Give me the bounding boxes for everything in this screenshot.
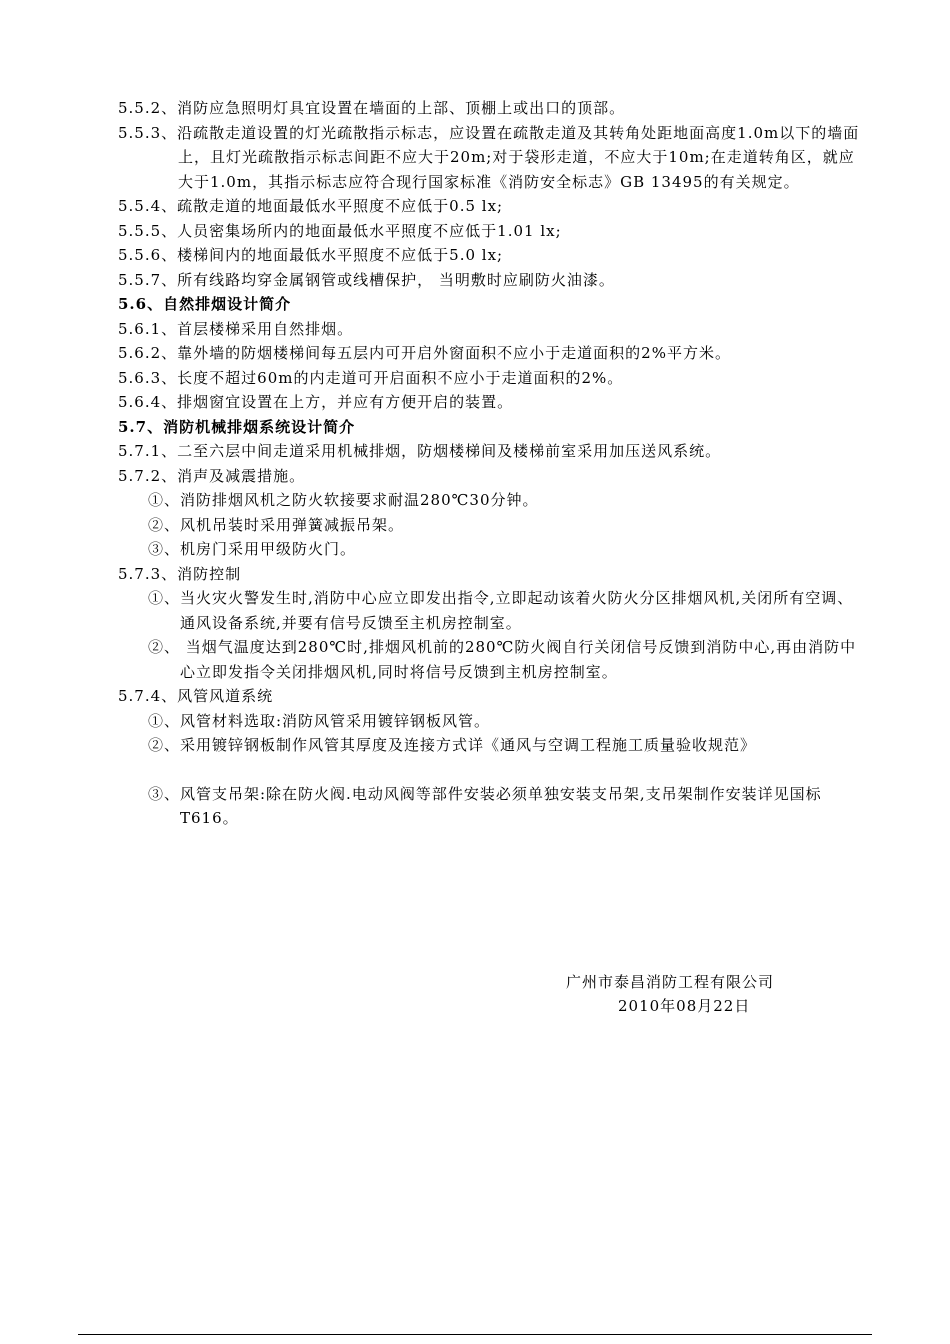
clause-5-5-7: 5.5.7、所有线路均穿金属钢管或线槽保护， 当明敷时应刷防火油漆。 [118,270,615,289]
clause-5-6-2: 5.6.2、靠外墙的防烟楼梯间每五层内可开启外窗面积不应小于走道面积的2%平方米。 [118,344,731,362]
clause-5-7-2-sub-1: ①、消防排烟风机之防火软接要求耐温280℃30分钟。 [148,491,539,509]
clause-5-7-4-sub-3: ③、风管支吊架:除在防火阀.电动风阀等部件安装必须单独安装支吊架,支吊架制作安装详见国标T616。 [148,784,822,827]
clause-5-7-2: 5.7.2、消声及减震措施。 [118,466,306,485]
clause-5-6-4: 5.6.4、排烟窗宜设置在上方，并应有方便开启的装置。 [118,393,514,411]
clause-5-5-2: 5.5.2、消防应急照明灯具宜设置在墙面的上部、顶棚上或出口的顶部。 [118,99,626,117]
clause-5-6-1: 5.6.1、首层楼梯采用自然排烟。 [118,319,354,338]
section-5-7-title: 5.7、消防机械排烟系统设计简介 [118,417,356,436]
document-body [118,96,868,831]
clause-5-5-3: 5.5.3、沿疏散走道设置的灯光疏散指示标志，应设置在疏散走道及其转角处距地面高度1.0m以下的墙面上，且灯光疏散指示标志间距不应大于20m;对于袋形走道，不应大于10m;在走道转角区，就应大于1.0m，其指示标志应符合现行国家标准《消防安全标志》GB 13495的有关规定。 [118,123,860,191]
clause-5-5-6: 5.5.6、楼梯间内的地面最低水平照度不应低于5.0 lx; [118,246,504,264]
clause-5-7-1: 5.7.1、二至六层中间走道采用机械排烟，防烟楼梯间及楼梯前室采用加压送风系统。 [118,442,722,460]
clause-5-5-4: 5.5.4、疏散走道的地面最低水平照度不应低于0.5 lx; [118,197,504,215]
footer-divider [78,1334,872,1335]
clause-5-7-4-sub-1: ①、风管材料选取:消防风管采用镀锌钢板风管。 [148,711,491,730]
clause-5-5-5: 5.5.5、人员密集场所内的地面最低水平照度不应低于1.01 lx; [118,221,562,240]
clause-5-7-4-sub-2: ②、采用镀锌钢板制作风管其厚度及连接方式详《通风与空调工程施工质量验收规范》 [148,736,757,754]
clause-5-7-3-sub-1: ①、当火灾火警发生时,消防中心应立即发出指令,立即起动该着火防火分区排烟风机,关闭所有空调、通风设备系统,并要有信号反馈至主机房控制室。 [148,589,854,632]
spacer [118,758,868,782]
clause-5-7-2-sub-2: ②、风机吊装时采用弹簧减振吊架。 [148,515,405,534]
clause-5-7-3: 5.7.3、消防控制 [118,564,242,583]
signature-block [566,970,826,1018]
clause-5-7-4: 5.7.4、风管风道系统 [118,687,274,705]
section-5-6-title: 5.6、自然排烟设计简介 [118,295,292,313]
clause-5-6-3: 5.6.3、长度不超过60m的内走道可开启面积不应小于走道面积的2%。 [118,368,624,387]
company-name: 广州市泰昌消防工程有限公司 [566,973,775,991]
clause-5-7-3-sub-2: ②、 当烟气温度达到280℃时,排烟风机前的280℃防火阀自行关闭信号反馈到消防中心,再由消防中心立即发指令关闭排烟风机,同时将信号反馈到主机房控制室。 [148,638,857,681]
signature-date: 2010年08月22日 [618,997,751,1015]
clause-5-7-2-sub-3: ③、机房门采用甲级防火门。 [148,540,357,558]
